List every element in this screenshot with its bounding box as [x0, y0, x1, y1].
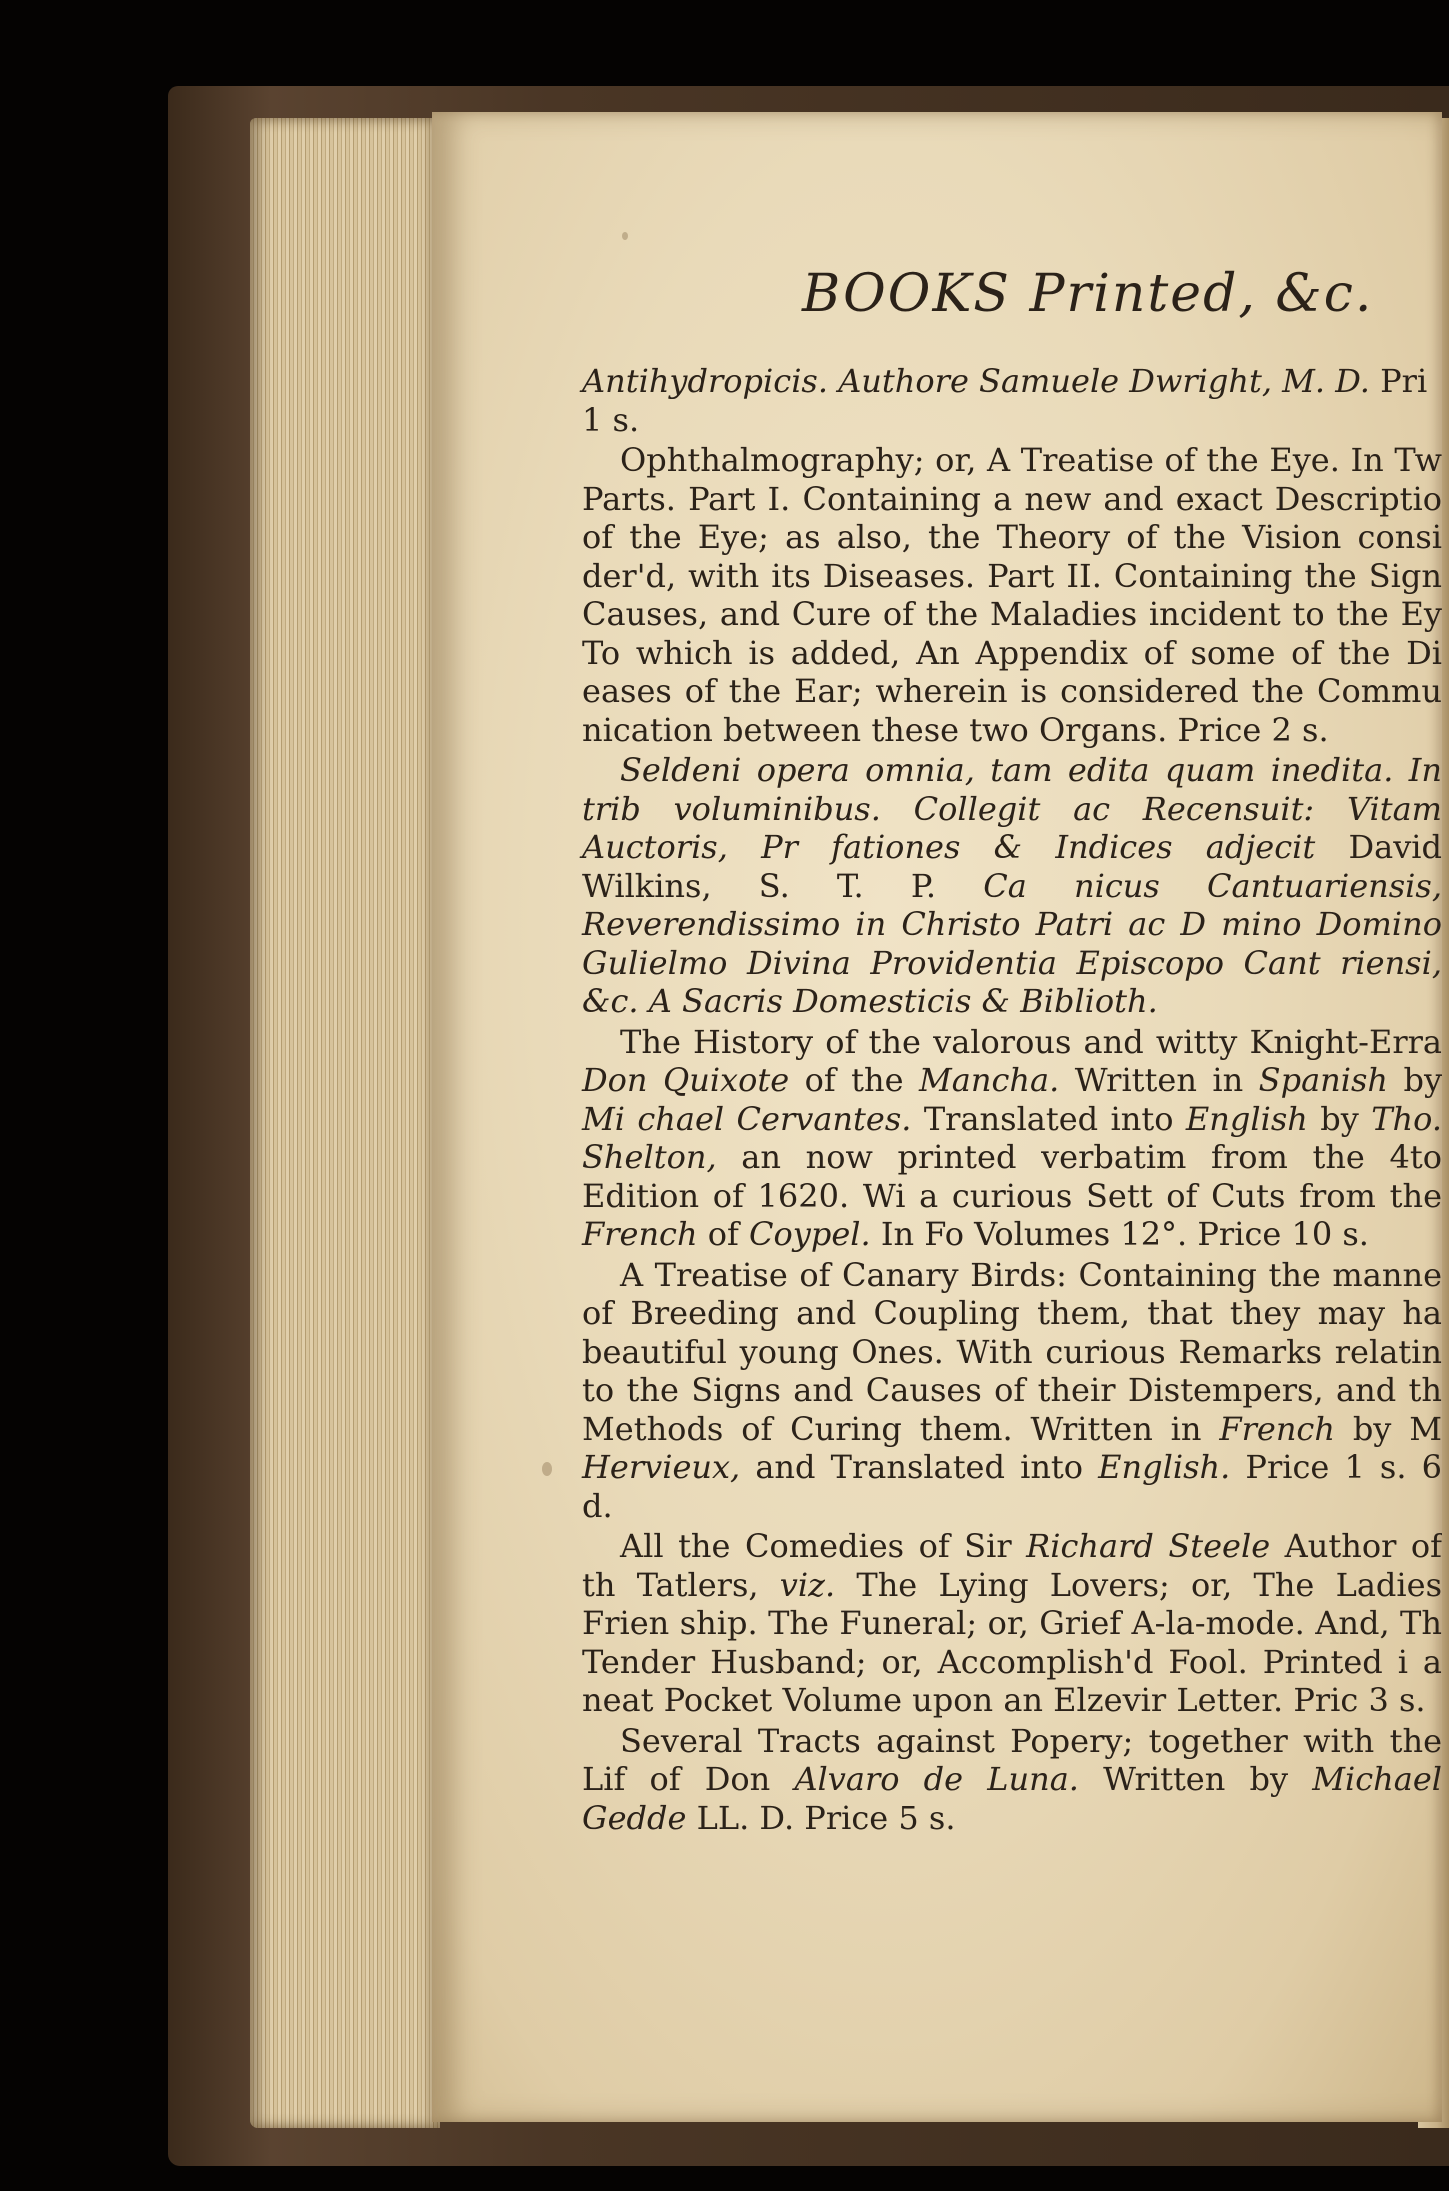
entry-canary-birds: A Treatise of Canary Birds: Containing the manne of Breeding and Coupling them, that they may ha beautiful young Ones. With curious Remarks relatin to the Signs and Causes of their Distempers, and th Methods of Curing them. Written in French by M Hervieux, and Translated into English. Price 1 s. 6 d. [582, 1255, 1442, 1525]
entry-tracts-against-popery: Several Tracts against Popery; together with the Lif of Don Alvaro de Luna. Written by Michael Gedde LL. D. Price 5 s. [582, 1721, 1442, 1837]
page-edges [250, 118, 440, 2128]
foxing-spot [542, 1462, 552, 1476]
catalogue-text [582, 362, 1442, 1839]
entry-steele-comedies: All the Comedies of Sir Richard Steele Author of th Tatlers, viz. The Lying Lovers; or, The Ladies Frien ship. The Funeral; or, Grief A-la-mode. And, Th Tender Husband; or, Accomplish'd Fool. Printed i a neat Pocket Volume upon an Elzevir Letter. Pric 3 s. [582, 1527, 1442, 1719]
entry-don-quixote: The History of the valorous and witty Knight-Erra Don Quixote of the Mancha. Written in Spanish by Mi chael Cervantes. Translated into English by Tho. Shelton, an now printed verbatim from the 4to Edition of 1620. Wi a curious Sett of Cuts from the French of Coypel. In Fo Volumes 12°. Price 10 s. [582, 1022, 1442, 1253]
entry-antihydropicis: Antihydropicis. Authore Samuele Dwright, M. D. Pri 1 s. [582, 362, 1428, 439]
entry-seldeni-opera: Seldeni opera omnia, tam edita quam inedita. In trib voluminibus. Collegit ac Recensuit: Vitam Auctoris, Pr fationes & Indices adjecit David Wilkins, S. T. P. Ca nicus Cantuariensis, Reverendissimo in Christo Patri ac D mino Domino Gulielmo Divina Providentia Episcopo Cant riensi, &c. A Sacris Domesticis & Biblioth. [582, 751, 1442, 1020]
book-page [432, 112, 1442, 2122]
entry-ophthalmography: Ophthalmography; or, A Treatise of the Eye. In Tw Parts. Part I. Containing a new and exact Descriptio of the Eye; as also, the Theory of the Vision consi der'd, with its Diseases. Part II. Containing the Sign Causes, and Cure of the Maladies incident to the Ey To which is added, An Appendix of some of the Di eases of the Ear; wherein is considered the Commu nication between these two Organs. Price 2 s. [582, 441, 1442, 749]
foxing-spot [622, 232, 628, 240]
running-head: BOOKS Printed, &c. [802, 264, 1374, 324]
